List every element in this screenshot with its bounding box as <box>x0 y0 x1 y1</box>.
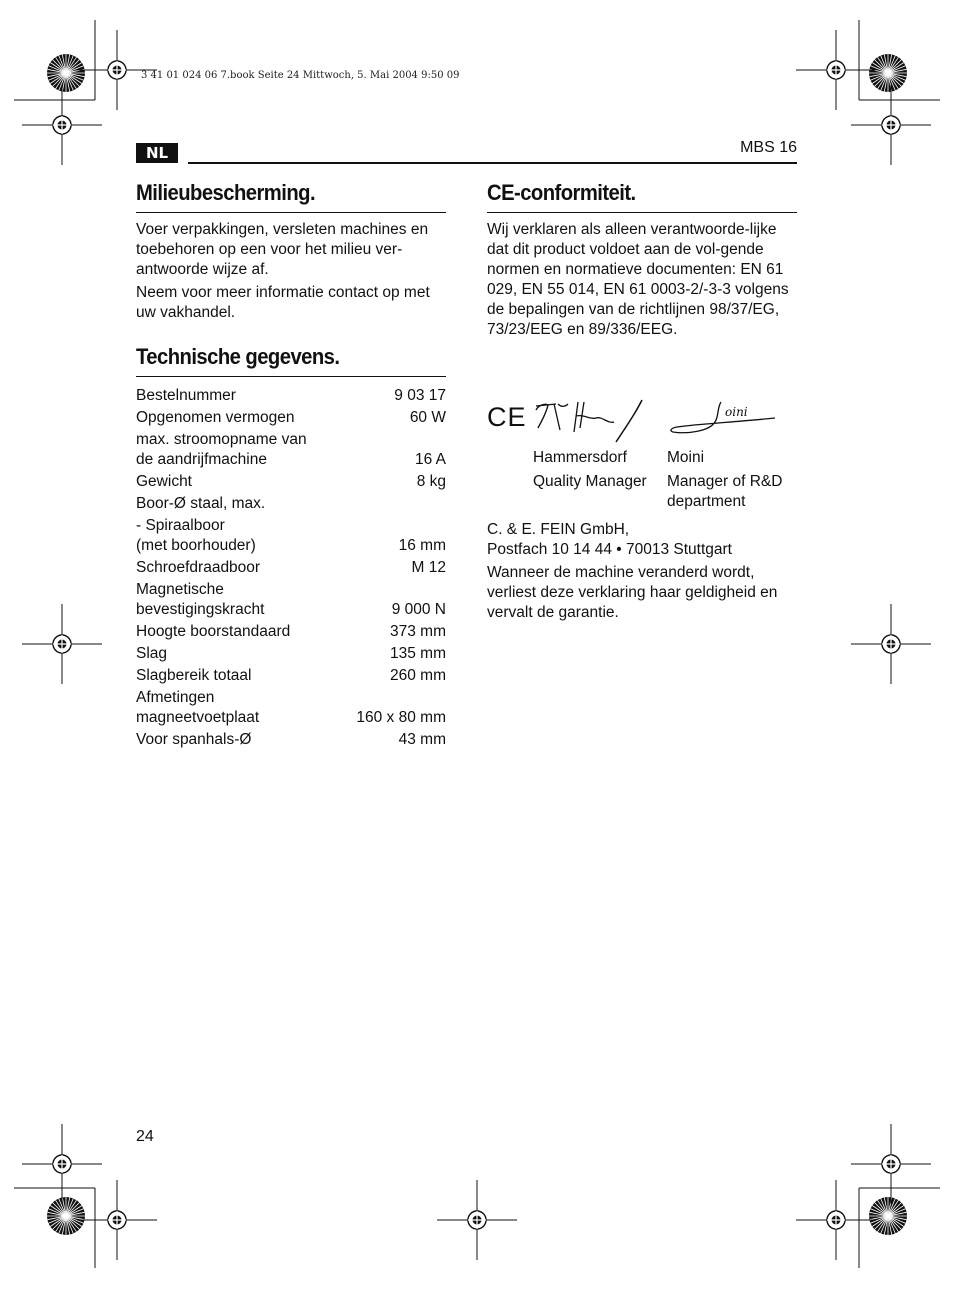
spec-row <box>136 730 446 752</box>
spec-label: Voor spanhals-Ø <box>136 731 252 748</box>
spec-label: Bestelnummer <box>136 387 236 404</box>
signature-text: oini <box>725 405 748 419</box>
spec-label: max. stroomopname van de aandrijfmachine <box>136 431 307 468</box>
company-block <box>487 520 799 623</box>
company-address: Postfach 10 14 44 • 70013 Stuttgart <box>487 541 732 558</box>
spec-row <box>136 494 446 516</box>
environment-text <box>136 220 448 326</box>
spec-table <box>136 386 446 752</box>
spec-label: Opgenomen vermogen <box>136 409 295 426</box>
signatory-2-name: Moini <box>667 449 705 466</box>
spec-value: 16 A <box>414 451 446 468</box>
spec-label: Schroefdraadboor <box>136 559 261 576</box>
spec-value: 9 000 N <box>391 601 446 618</box>
signatory-1 <box>533 448 663 492</box>
environment-paragraph: Voer verpakkingen, versleten machines en toebehoren op een voor het milieu ver-antwoorde wijze af. <box>136 221 429 278</box>
technical-title: Technische gegevens. <box>136 344 340 369</box>
header-rule <box>188 162 797 164</box>
environment-rule <box>136 212 446 213</box>
model-name: MBS 16 <box>740 139 797 156</box>
environment-title: Milieubescherming. <box>136 180 316 205</box>
signatory-1-name: Hammersdorf <box>533 449 627 466</box>
spec-row <box>136 644 446 666</box>
spec-value: 260 mm <box>390 667 446 684</box>
spec-value: 160 x 80 mm <box>356 709 446 726</box>
spec-row <box>136 580 446 622</box>
spec-row <box>136 622 446 644</box>
spec-value: M 12 <box>411 559 446 576</box>
signatory-1-role: Quality Manager <box>533 473 647 490</box>
conformity-text: Wij verklaren als alleen verantwoorde-lijke dat dit product voldoet aan de vol-gende normen en normatieve documenten: EN 61 029, EN 55 014, EN 61 0003-2/-3-3 volgens de bepalingen van de richtlijnen 98/37/EG, 73/23/EEG en 89/336/EEG. <box>487 221 789 338</box>
spec-value: 373 mm <box>390 623 446 640</box>
spec-value <box>339 494 446 516</box>
spec-label: Boor-Ø staal, max. <box>136 495 266 512</box>
spec-label: Magnetische bevestigingskracht <box>136 581 265 618</box>
signatory-2 <box>667 448 802 512</box>
spec-value: 60 W <box>409 409 446 426</box>
spec-value: 16 mm <box>398 537 446 554</box>
environment-paragraph: Neem voor meer informatie contact op met uw vakhandel. <box>136 284 430 321</box>
print-info: 3 41 01 024 06 7.book Seite 24 Mittwoch, 5. Mai 2004 9:50 09 <box>141 70 460 81</box>
spec-label: Hoogte boorstandaard <box>136 623 291 640</box>
spec-row <box>136 408 446 430</box>
spec-row <box>136 516 446 558</box>
spec-row <box>136 558 446 580</box>
signature-hammersdorf <box>532 398 652 448</box>
signatory-2-role: Manager of R&D department <box>667 473 783 510</box>
spec-label: Slag <box>136 645 168 662</box>
spec-value: 8 kg <box>416 473 446 490</box>
page-number: 24 <box>136 1128 154 1145</box>
spec-row <box>136 430 446 472</box>
technical-rule <box>136 376 446 377</box>
spec-row <box>136 688 446 730</box>
signature-moini <box>667 400 782 442</box>
spec-label: Gewicht <box>136 473 192 490</box>
language-badge: NL <box>136 143 178 163</box>
conformity-rule <box>487 212 797 213</box>
company-name: C. & E. FEIN GmbH, <box>487 521 630 538</box>
spec-value: 43 mm <box>398 731 446 748</box>
spec-row <box>136 386 446 408</box>
spec-row <box>136 666 446 688</box>
conformity-title: CE-conformiteit. <box>487 180 636 205</box>
validity-note: Wanneer de machine veranderd wordt, verliest deze verklaring haar geldigheid en vervalt de garantie. <box>487 564 778 621</box>
spec-row <box>136 472 446 494</box>
ce-mark: CE <box>487 402 527 432</box>
spec-label: Afmetingen magneetvoetplaat <box>136 689 260 726</box>
spec-value: 9 03 17 <box>394 387 446 404</box>
spec-label: Slagbereik totaal <box>136 667 252 684</box>
spec-value: 135 mm <box>390 645 446 662</box>
spec-label: - Spiraalboor (met boorhouder) <box>136 517 256 554</box>
